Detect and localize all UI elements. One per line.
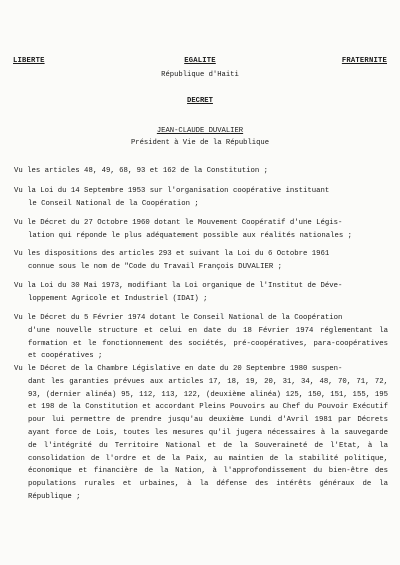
author-name: JEAN-CLAUDE DUVALIER [156, 127, 244, 135]
visa-continuation: le Conseil National de la Coopération ; [28, 199, 199, 208]
visa-paragraph [14, 280, 388, 306]
visa-first-line: Vu les articles 48, 49, 68, 93 et 162 de la Constitution ; [14, 167, 268, 175]
motto-liberte: LIBERTE [13, 57, 45, 65]
visa-continuation: loppement Agricole et Industriel (IDAI) ; [28, 294, 208, 303]
visa-continuation: d'une nouvelle structure et celui en date du 18 Février 1974 réglementant la formation et le fonctionnement des sociétés, pré-coopératives, para-coopératives et coopératives ; [28, 326, 388, 361]
visa-paragraph [14, 185, 388, 211]
motto-fraternite: FRATERNITE [341, 57, 387, 65]
visa-continuation: dant les garanties prévues aux articles 17, 18, 19, 20, 31, 34, 48, 70, 71, 72, 93, (dernier alinéa) 95, 112, 113, 122, (deuxième alinéa) 125, 150, 151, 155, 195 et 198 de la Constitution et accordant Pleins Pouvoirs au Chef du Pouvoir Exécutif pour lui permettre de prendre jusqu'au deuxième Lundi d'Avril 1981 par Décrets ayant force de Lois, toutes les mesures qu'il jugera nécessaires à la sauvegarde de l'intégrité du Territoire National et de la Souveraineté de l'Etat, à la consolidation de l'ordre et de la Paix, au maintien de la stabilité politique, économique et financière de la Nation, à l'approfondissement du bien-être des populations rurales et urbaines, à la défense des intérêts généraux de la République ; [28, 377, 388, 501]
visa-paragraph [14, 363, 388, 504]
visa-paragraph [14, 248, 388, 274]
author-title: Président à Vie de la République [130, 139, 270, 147]
republic-heading: République d'Haiti [161, 71, 239, 79]
visa-first-line: Vu la Loi du 14 Septembre 1953 sur l'organisation coopérative instituant [14, 187, 330, 195]
visa-paragraph [14, 312, 388, 363]
visa-first-line: Vu le Décret du 27 Octobre 1960 dotant le Mouvement Coopératif d'une Légis- [14, 219, 343, 227]
visa-first-line: Vu les dispositions des articles 293 et suivant la Loi du 6 Octobre 1961 [14, 250, 330, 258]
visa-paragraph [14, 217, 388, 243]
visa-continuation: connue sous le nom de "Code du Travail François DUVALIER ; [28, 262, 282, 271]
decree-label: DECRET [187, 97, 213, 105]
visa-first-line: Vu le Décret de la Chambre Législative en date du 20 Septembre 1980 suspen- [14, 365, 343, 373]
visa-paragraph [14, 165, 388, 178]
visa-first-line: Vu la Loi du 30 Mai 1973, modifiant la Loi organique de l'Institut de Déve- [14, 282, 343, 290]
motto-egalite: EGALITE [184, 57, 216, 65]
visa-first-line: Vu le Décret du 5 Février 1974 dotant le Conseil National de la Coopération [14, 314, 343, 322]
visa-continuation: lation qui réponde le plus adéquatement possible aux réalités nationales ; [28, 231, 353, 240]
